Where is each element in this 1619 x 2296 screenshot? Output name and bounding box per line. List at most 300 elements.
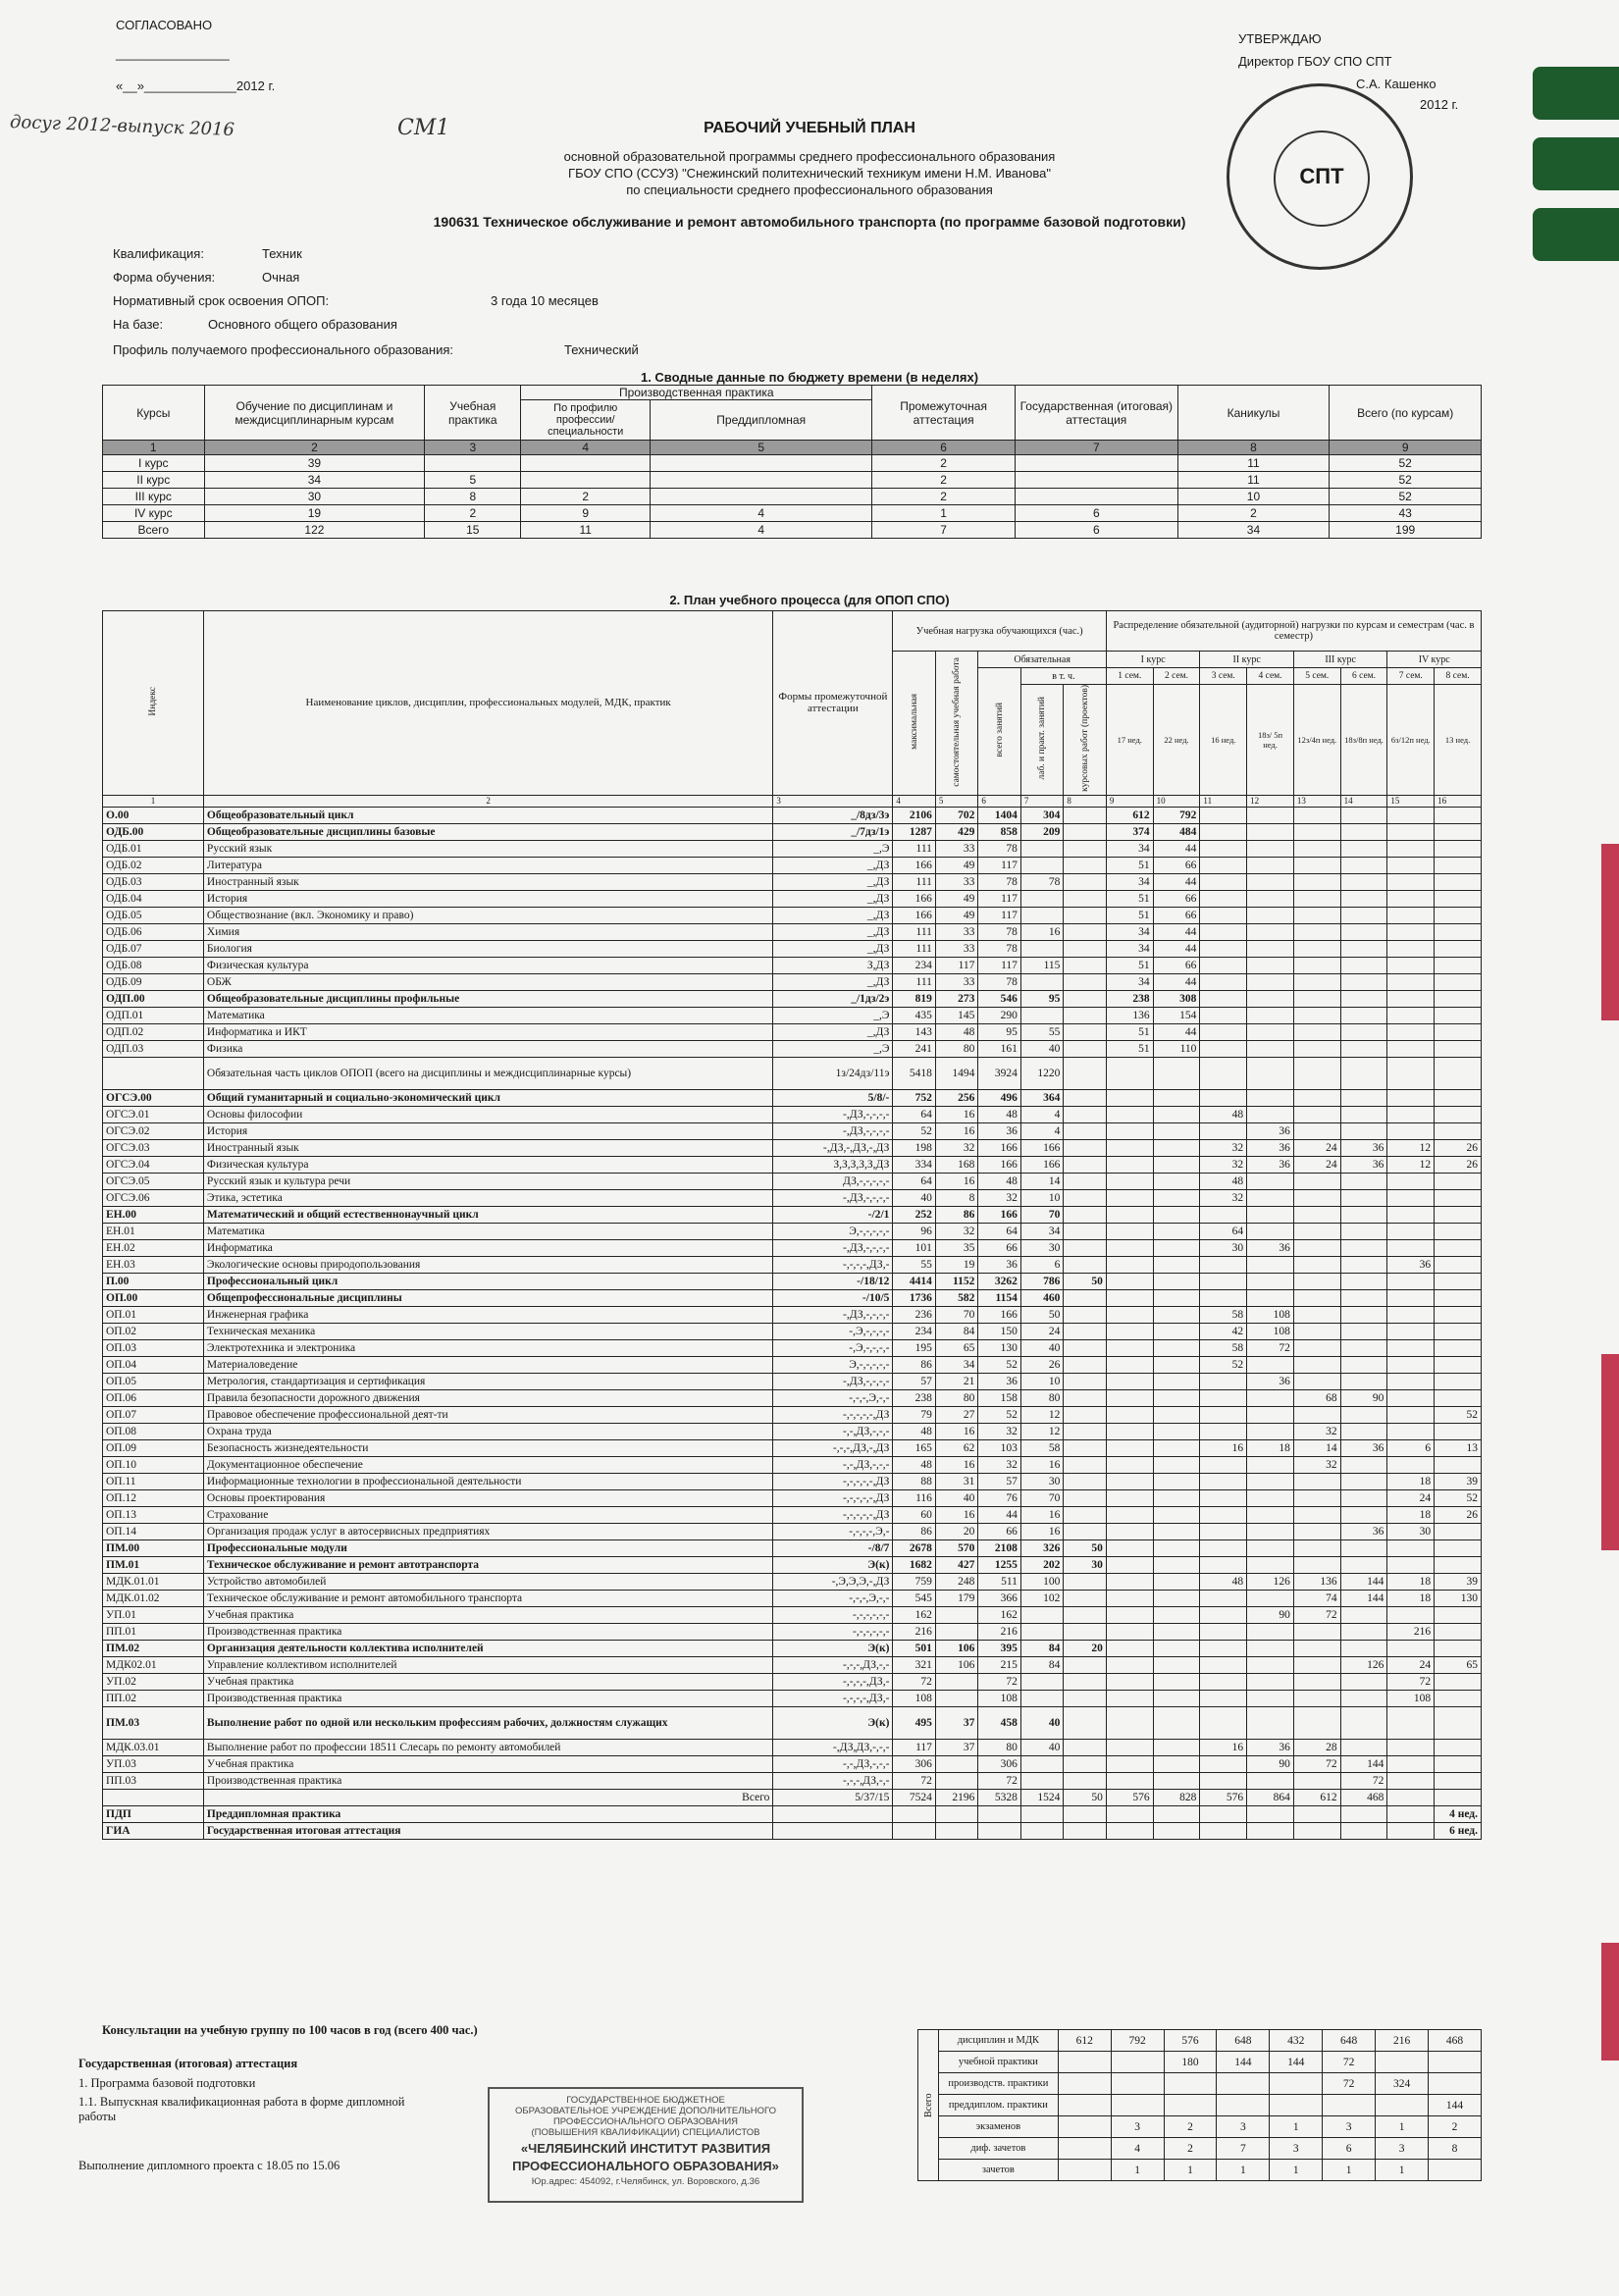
plan-value — [1387, 940, 1435, 957]
plan-name: Обязательная часть циклов ОПОП (всего на дисциплины и междисциплинарные курсы) — [203, 1057, 772, 1089]
summary-row — [918, 2073, 1482, 2095]
plan-value — [1340, 1289, 1387, 1306]
plan-value — [1435, 823, 1482, 840]
summary-value — [1323, 2095, 1376, 2116]
meta-label: Нормативный срок освоения ОПОП: — [113, 293, 330, 308]
plan-value — [1340, 1057, 1387, 1089]
budget-cell: 30 — [204, 489, 425, 505]
plan-row — [103, 1057, 1482, 1089]
plan-index: ЕН.03 — [103, 1256, 204, 1273]
plan-value: 65 — [1435, 1656, 1482, 1673]
plan-index: ПМ.00 — [103, 1539, 204, 1556]
plan-value: 34 — [1106, 973, 1153, 990]
plan-value — [1247, 1223, 1294, 1239]
plan-value: 18 — [1387, 1573, 1435, 1590]
plan-value — [935, 1606, 978, 1623]
plan-value — [1153, 1239, 1200, 1256]
plan-value: 234 — [893, 957, 936, 973]
plan-value: 49 — [935, 857, 978, 873]
plan-value — [1293, 1690, 1340, 1706]
plan-value: 52 — [978, 1356, 1021, 1373]
budget-cell: 11 — [1177, 455, 1330, 472]
plan-value — [1200, 1040, 1247, 1057]
plan-value: 106 — [935, 1656, 978, 1673]
summary-value — [1217, 2073, 1270, 2095]
plan-value: 484 — [1153, 823, 1200, 840]
plan-value: 308 — [1153, 990, 1200, 1007]
plan-value: 44 — [1153, 973, 1200, 990]
plan-value: 334 — [893, 1156, 936, 1173]
plan-row — [103, 1173, 1482, 1189]
plan-index: ОП.08 — [103, 1423, 204, 1439]
plan-index: ОГСЭ.01 — [103, 1106, 204, 1122]
plan-value — [1247, 1456, 1294, 1473]
plan-value — [935, 1822, 978, 1839]
plan-value: 48 — [978, 1106, 1021, 1122]
plan-value: 34 — [1106, 840, 1153, 857]
plan-value — [1340, 1822, 1387, 1839]
plan-value — [1200, 1706, 1247, 1739]
plan-forms: -,ДЗ,-,ДЗ,-,ДЗ — [773, 1139, 893, 1156]
plan-value: 150 — [978, 1323, 1021, 1339]
col-num: 4 — [893, 795, 936, 807]
summary-row — [918, 2052, 1482, 2073]
plan-index: ОП.01 — [103, 1306, 204, 1323]
plan-value — [1153, 1656, 1200, 1673]
plan-value — [1200, 873, 1247, 890]
plan-value: 64 — [893, 1106, 936, 1122]
budget-cell: IV курс — [103, 505, 205, 522]
plan-value — [1200, 940, 1247, 957]
plan-value — [1435, 1373, 1482, 1389]
plan-row — [103, 1189, 1482, 1206]
plan-forms: 1з/24дз/11э — [773, 1057, 893, 1089]
plan-value — [1293, 940, 1340, 957]
plan-value — [1064, 1772, 1107, 1789]
plan-name: Информатика и ИКТ — [203, 1023, 772, 1040]
plan-value: 80 — [978, 1739, 1021, 1755]
summary-value: 3 — [1270, 2138, 1323, 2160]
plan-value: 76 — [978, 1489, 1021, 1506]
budget-cell: 2 — [872, 472, 1016, 489]
plan-value — [1064, 1356, 1107, 1373]
plan-value: 30 — [1387, 1523, 1435, 1539]
plan-value — [1020, 973, 1064, 990]
plan-value — [1247, 907, 1294, 923]
plan-value: 256 — [935, 1089, 978, 1106]
plan-forms: _,ДЗ — [773, 890, 893, 907]
plan-index: ОДБ.00 — [103, 823, 204, 840]
approve-label: УТВЕРЖДАЮ — [1238, 31, 1322, 46]
plan-header-total-classes — [978, 668, 1021, 796]
plan-value — [1435, 907, 1482, 923]
plan-name: Математика — [203, 1223, 772, 1239]
summary-row — [918, 2138, 1482, 2160]
plan-index: ОДП.03 — [103, 1040, 204, 1057]
col-num: 11 — [1200, 795, 1247, 807]
plan-value — [1106, 1423, 1153, 1439]
plan-index: ОДП.02 — [103, 1023, 204, 1040]
plan-value — [1200, 1772, 1247, 1789]
summary-value — [1376, 2052, 1429, 2073]
plan-value: 32 — [1293, 1456, 1340, 1473]
plan-value — [1293, 1023, 1340, 1040]
plan-value — [1064, 1007, 1107, 1023]
plan-index: ОП.10 — [103, 1456, 204, 1473]
plan-value: 3262 — [978, 1273, 1021, 1289]
plan-value: 545 — [893, 1590, 936, 1606]
col-num: 13 — [1293, 795, 1340, 807]
plan-value — [1340, 1640, 1387, 1656]
plan-value — [1064, 923, 1107, 940]
plan-value: 36 — [978, 1373, 1021, 1389]
plan-value: 2108 — [978, 1539, 1021, 1556]
plan-value — [1200, 1373, 1247, 1389]
plan-value: 306 — [978, 1755, 1021, 1772]
seal-text: СПТ — [1299, 164, 1344, 188]
plan-value: 786 — [1020, 1273, 1064, 1289]
plan-value — [1247, 1523, 1294, 1539]
plan-value — [1293, 840, 1340, 857]
budget-cell — [425, 455, 521, 472]
budget-cell: 1 — [872, 505, 1016, 522]
budget-row — [103, 472, 1482, 489]
plan-value: 57 — [893, 1373, 936, 1389]
plan-value — [1387, 1539, 1435, 1556]
plan-value — [1064, 1239, 1107, 1256]
plan-value — [978, 1805, 1021, 1822]
plan-value — [1293, 1673, 1340, 1690]
plan-value — [1020, 1805, 1064, 1822]
plan-value — [1247, 1706, 1294, 1739]
plan-name: Преддипломная практика — [203, 1805, 772, 1822]
plan-value: 234 — [893, 1323, 936, 1339]
plan-index: ОДБ.02 — [103, 857, 204, 873]
plan-value — [1153, 1506, 1200, 1523]
plan-index: УП.03 — [103, 1755, 204, 1772]
plan-name: Выполнение работ по одной или нескольким профессиям рабочих, должностям служащих — [203, 1706, 772, 1739]
handwritten-code: СМ1 — [397, 116, 450, 140]
plan-forms: _,ДЗ — [773, 1023, 893, 1040]
plan-value: 62 — [935, 1439, 978, 1456]
plan-value: 100 — [1020, 1573, 1064, 1590]
plan-value: 78 — [978, 840, 1021, 857]
budget-cell: Всего — [103, 522, 205, 539]
gia-title: Государственная (итоговая) аттестация — [78, 2057, 298, 2070]
plan-value: 792 — [1153, 807, 1200, 823]
plan-row — [103, 1206, 1482, 1223]
plan-value: 511 — [978, 1573, 1021, 1590]
col-num: 7 — [1016, 441, 1178, 455]
plan-value — [1153, 1640, 1200, 1656]
stamp-line: ОБРАЗОВАТЕЛЬНОЕ УЧРЕЖДЕНИЕ ДОПОЛНИТЕЛЬНОГО — [515, 2106, 776, 2116]
plan-forms: -,-,-,Э,-,- — [773, 1389, 893, 1406]
plan-value — [1387, 1373, 1435, 1389]
summary-side-label: Всего — [918, 2030, 939, 2181]
plan-value: 168 — [935, 1156, 978, 1173]
plan-value — [1435, 1323, 1482, 1339]
plan-value: 166 — [893, 890, 936, 907]
plan-forms: _,Э — [773, 1040, 893, 1057]
plan-value — [1020, 1673, 1064, 1690]
plan-value — [1387, 1122, 1435, 1139]
plan-name: Общеобразовательный цикл — [203, 807, 772, 823]
plan-value — [1340, 1606, 1387, 1623]
plan-value — [1153, 1623, 1200, 1640]
plan-value — [1064, 807, 1107, 823]
plan-index: ПМ.02 — [103, 1640, 204, 1656]
plan-value — [1200, 1623, 1247, 1640]
plan-value — [1064, 1206, 1107, 1223]
plan-row — [103, 1256, 1482, 1273]
summary-value: 648 — [1217, 2030, 1270, 2052]
plan-value: 12 — [1387, 1156, 1435, 1173]
plan-row — [103, 857, 1482, 873]
plan-value: 31 — [935, 1473, 978, 1489]
plan-row — [103, 1822, 1482, 1839]
plan-row — [103, 957, 1482, 973]
plan-value: 136 — [1293, 1573, 1340, 1590]
summary-value: 3 — [1323, 2116, 1376, 2138]
plan-value: 84 — [935, 1323, 978, 1339]
plan-value — [1435, 1057, 1482, 1089]
summary-value — [1376, 2095, 1429, 2116]
plan-value — [1106, 1173, 1153, 1189]
summary-label: производств. практики — [938, 2073, 1058, 2095]
plan-value — [1293, 1007, 1340, 1023]
plan-value — [1064, 857, 1107, 873]
plan-value: 48 — [1200, 1106, 1247, 1122]
plan-name: Государственная итоговая аттестация — [203, 1822, 772, 1839]
plan-row — [103, 1423, 1482, 1439]
summary-value — [1058, 2052, 1111, 2073]
plan-value — [1153, 1556, 1200, 1573]
summary-value — [1058, 2138, 1111, 2160]
summary-value: 1 — [1323, 2160, 1376, 2181]
plan-index: ПМ.03 — [103, 1706, 204, 1739]
plan-value — [1387, 907, 1435, 923]
plan-value — [1340, 1690, 1387, 1706]
plan-value — [1064, 823, 1107, 840]
plan-value: 702 — [935, 807, 978, 823]
plan-header-forms: Формы промежуточной аттестации — [773, 611, 893, 796]
plan-value: 64 — [1200, 1223, 1247, 1239]
plan-value: 39 — [1435, 1473, 1482, 1489]
approve-name: С.А. Кашенко — [1356, 77, 1436, 91]
plan-name: Русский язык и культура речи — [203, 1173, 772, 1189]
plan-value — [1200, 890, 1247, 907]
plan-forms: -,-,-,-,-,ДЗ — [773, 1506, 893, 1523]
plan-forms: Э(к) — [773, 1556, 893, 1573]
plan-value — [1293, 1289, 1340, 1306]
plan-weeks: 18з/ 5п нед. — [1247, 685, 1294, 796]
plan-value: 2106 — [893, 807, 936, 823]
plan-value — [1293, 857, 1340, 873]
plan-value: 48 — [893, 1456, 936, 1473]
plan-forms: _,ДЗ — [773, 923, 893, 940]
plan-value: 44 — [1153, 1023, 1200, 1040]
plan-value: 238 — [1106, 990, 1153, 1007]
plan-value: 143 — [893, 1023, 936, 1040]
plan-value — [1200, 1007, 1247, 1023]
plan-value: 52 — [978, 1406, 1021, 1423]
plan-value — [935, 1690, 978, 1706]
plan-value — [1064, 1439, 1107, 1456]
plan-value: 34 — [1106, 923, 1153, 940]
plan-value — [1435, 1556, 1482, 1573]
budget-cell: 2 — [872, 455, 1016, 472]
plan-forms: -,-,-,-,Э,- — [773, 1523, 893, 1539]
plan-value — [1435, 1173, 1482, 1189]
plan-value — [1106, 1439, 1153, 1456]
plan-value — [1340, 873, 1387, 890]
plan-value — [1064, 1373, 1107, 1389]
plan-value — [1106, 1323, 1153, 1339]
plan-value — [1340, 1506, 1387, 1523]
plan-forms: -,-,ДЗ,-,-,- — [773, 1755, 893, 1772]
plan-value: 16 — [935, 1423, 978, 1439]
plan-value: 36 — [1247, 1373, 1294, 1389]
plan-value: 70 — [935, 1306, 978, 1323]
plan-value — [1340, 1206, 1387, 1223]
plan-value — [1387, 1189, 1435, 1206]
plan-row — [103, 1556, 1482, 1573]
plan-value — [935, 1755, 978, 1772]
plan-value: 90 — [1340, 1389, 1387, 1406]
plan-value: 65 — [935, 1339, 978, 1356]
plan-value — [1435, 1023, 1482, 1040]
plan-index: ОП.12 — [103, 1489, 204, 1506]
plan-forms: -,-,-,-,-,ДЗ — [773, 1406, 893, 1423]
plan-value — [1387, 890, 1435, 907]
plan-value — [1106, 1406, 1153, 1423]
plan-forms: -,ДЗ,-,-,-,- — [773, 1306, 893, 1323]
plan-value: 195 — [893, 1339, 936, 1356]
plan-value — [1153, 1256, 1200, 1273]
plan-value — [1435, 990, 1482, 1007]
plan-value — [1293, 1406, 1340, 1423]
plan-value — [1293, 1772, 1340, 1789]
plan-row — [103, 1389, 1482, 1406]
plan-value: 55 — [893, 1256, 936, 1273]
plan-value — [1106, 1556, 1153, 1573]
summary-value: 144 — [1429, 2095, 1482, 2116]
plan-value — [1435, 1456, 1482, 1473]
plan-value: 374 — [1106, 823, 1153, 840]
summary-value: 1 — [1217, 2160, 1270, 2181]
meta-base — [113, 317, 397, 332]
plan-value — [1020, 840, 1064, 857]
plan-value: 198 — [893, 1139, 936, 1156]
plan-value: 49 — [935, 890, 978, 907]
budget-cell: 2 — [872, 489, 1016, 505]
plan-value — [1247, 1389, 1294, 1406]
plan-value — [1106, 1755, 1153, 1772]
meta-value: Техник — [262, 246, 302, 261]
plan-value — [1247, 1673, 1294, 1690]
binder-clip — [1533, 208, 1619, 261]
budget-cell: 15 — [425, 522, 521, 539]
plan-value — [1435, 1040, 1482, 1057]
plan-value — [1435, 1189, 1482, 1206]
plan-value: 759 — [893, 1573, 936, 1590]
plan-value — [1293, 1539, 1340, 1556]
plan-name: Организация продаж услуг в автосервисных предприятиях — [203, 1523, 772, 1539]
plan-value: 1220 — [1020, 1057, 1064, 1089]
col-num: 3 — [425, 441, 521, 455]
plan-name: Страхование — [203, 1506, 772, 1523]
plan-value: 111 — [893, 940, 936, 957]
plan-row — [103, 1007, 1482, 1023]
summary-value: 468 — [1429, 2030, 1482, 2052]
plan-value: 16 — [1020, 1523, 1064, 1539]
plan-index: ОДП.01 — [103, 1007, 204, 1023]
plan-value: 32 — [1293, 1423, 1340, 1439]
plan-value — [1106, 1473, 1153, 1489]
plan-name: Устройство автомобилей — [203, 1573, 772, 1590]
plan-name: История — [203, 1122, 772, 1139]
plan-value — [1153, 1706, 1200, 1739]
plan-index: ОДБ.06 — [103, 923, 204, 940]
summary-value: 3 — [1217, 2116, 1270, 2138]
plan-value: 395 — [978, 1640, 1021, 1656]
summary-row — [918, 2030, 1482, 2052]
plan-index: ОДБ.09 — [103, 973, 204, 990]
plan-value: 162 — [978, 1606, 1021, 1623]
plan-value — [1064, 907, 1107, 923]
plan-forms — [773, 1822, 893, 1839]
plan-value — [1153, 1690, 1200, 1706]
stamp-line: ПРОФЕССИОНАЛЬНОГО ОБРАЗОВАНИЯ» — [512, 2159, 779, 2173]
plan-value — [1153, 1573, 1200, 1590]
plan-value — [1247, 873, 1294, 890]
budget-row — [103, 489, 1482, 505]
plan-row — [103, 1089, 1482, 1106]
plan-value: 36 — [1247, 1239, 1294, 1256]
plan-forms: -,-,-,-,-,- — [773, 1606, 893, 1623]
plan-value — [1340, 840, 1387, 857]
summary-label: учебной практики — [938, 2052, 1058, 2073]
plan-value — [1064, 1057, 1107, 1089]
plan-value — [1435, 840, 1482, 857]
plan-value — [1340, 1189, 1387, 1206]
plan-value: 34 — [935, 1356, 978, 1373]
plan-index: П.00 — [103, 1273, 204, 1289]
plan-name: Техническое обслуживание и ремонт автомобильного транспорта — [203, 1590, 772, 1606]
plan-forms: Э(к) — [773, 1640, 893, 1656]
plan-value — [1106, 1606, 1153, 1623]
plan-value: 36 — [1247, 1156, 1294, 1173]
plan-value — [1064, 1706, 1107, 1739]
plan-value: 66 — [1153, 890, 1200, 907]
plan-value: 58 — [1020, 1439, 1064, 1456]
plan-value — [1153, 1189, 1200, 1206]
plan-value — [1293, 1805, 1340, 1822]
plan-row — [103, 1356, 1482, 1373]
budget-header-edu-practice: Учебная практика — [425, 386, 521, 441]
plan-row — [103, 1323, 1482, 1339]
plan-value — [1247, 1256, 1294, 1273]
plan-forms: _,Э — [773, 1007, 893, 1023]
plan-value — [1247, 940, 1294, 957]
plan-value — [1435, 1640, 1482, 1656]
plan-value — [1435, 1089, 1482, 1106]
plan-value: 90 — [1247, 1606, 1294, 1623]
plan-value — [1435, 1690, 1482, 1706]
plan-value — [1293, 973, 1340, 990]
meta-value: Очная — [262, 270, 300, 285]
plan-value — [1020, 890, 1064, 907]
